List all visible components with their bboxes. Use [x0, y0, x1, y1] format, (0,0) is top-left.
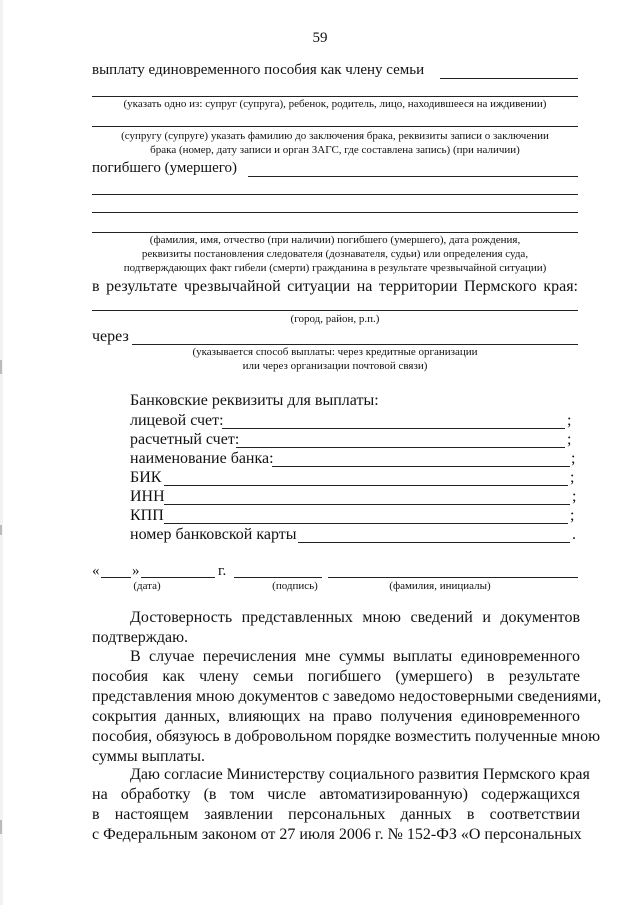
- paragraph-line: представления мною документов с заведомо недостоверными сведениями,: [92, 688, 602, 705]
- bank-field-end: ;: [570, 507, 575, 524]
- method-caption-2: или через организации почтовой связи): [242, 360, 428, 372]
- bank-field-label: расчетный счет:: [130, 431, 240, 448]
- deceased-field-line: [248, 176, 578, 177]
- bik-field-line: [164, 485, 568, 486]
- signature-field-line: [234, 577, 322, 578]
- scan-mark: [0, 525, 2, 535]
- scan-mark: [0, 820, 2, 834]
- date-close-quote: »: [132, 563, 140, 579]
- deceased-caption-1: (фамилия, имя, отчество (при наличии) погибшего (умершего), дата рождения,: [149, 234, 521, 246]
- deceased-caption-3: подтверждающих факт гибели (смерти) гражданина в результате чрезвычайной ситуации): [123, 262, 547, 274]
- kpp-field-line: [164, 523, 568, 524]
- bank-heading: Банковские реквизиты для выплаты:: [130, 392, 379, 409]
- paragraph-line: пособия, обязуюсь в добровольном порядке возместить полученные мною: [92, 728, 601, 745]
- page-number: 59: [312, 30, 328, 46]
- bank-field-label: наименование банка:: [130, 450, 274, 467]
- deceased-label: погибшего (умершего): [92, 160, 238, 176]
- deceased-line-4: [92, 232, 578, 233]
- bank-field-label: БИК: [130, 469, 162, 486]
- method-caption-1: (указывается способ выплаты: через кредитные организации: [192, 346, 478, 358]
- scan-mark: [0, 360, 2, 374]
- year-suffix: г.: [218, 563, 227, 579]
- city-line: [92, 310, 578, 311]
- signature-caption: (подпись): [272, 580, 318, 592]
- relation-line: [92, 96, 578, 97]
- spouse-caption-1: (супругу (супруге) указать фамилию до заключения брака, реквизиты записи о заключении: [121, 130, 549, 142]
- date-caption: (дата): [133, 580, 161, 592]
- paragraph-line: суммы выплаты.: [92, 748, 205, 765]
- month-field-line: [141, 577, 215, 578]
- paragraph-line: на обработку (в том числе автоматизированную) содержащихся: [92, 786, 580, 803]
- bank-field-end: ;: [571, 450, 576, 467]
- bank-field-label: лицевой счет:: [130, 412, 224, 429]
- bank-field-label: КПП: [130, 507, 164, 524]
- paragraph-line: подтверждаю.: [92, 629, 189, 646]
- paragraph-line: Даю согласие Министерству социального развития Пермского края: [130, 766, 590, 783]
- bank-field-end: ;: [567, 431, 572, 448]
- paragraph-line: с Федеральным законом от 27 июля 2006 г. № 152-ФЗ «О персональных: [92, 826, 582, 843]
- card-number-field-line: [298, 542, 570, 543]
- paragraph-line: в настоящем заявлении персональных данных в соответствии: [92, 806, 580, 823]
- method-field-line: [132, 344, 578, 345]
- relation-field-line: [440, 78, 578, 79]
- bank-field-end: ;: [572, 488, 577, 505]
- paragraph-line: пособия как члену семьи погибшего (умершего) в результате: [92, 668, 580, 685]
- bank-name-field-line: [272, 466, 570, 467]
- date-open-quote: «: [92, 563, 100, 579]
- full-name-field-line: [328, 577, 578, 578]
- deceased-caption-2: реквизиты постановления следователя (дознавателя, судьи) или определения суда,: [141, 248, 529, 260]
- deceased-line-2: [92, 194, 578, 195]
- bank-field-label: ИНН: [130, 488, 165, 505]
- bank-field-end: ;: [567, 412, 572, 429]
- paragraph-line: сокрытия данных, влияющих на право получения единовременного: [92, 708, 580, 725]
- spouse-caption-2: брака (номер, дату записи и орган ЗАГС, где составлена запись) (при наличии): [150, 144, 520, 156]
- settlement-account-field-line: [236, 447, 565, 448]
- name-caption: (фамилия, инициалы): [389, 580, 491, 592]
- spouse-line: [92, 126, 578, 127]
- bank-field-end: .: [572, 526, 576, 543]
- paragraph-line: В случае перечисления мне суммы выплаты единовременного: [130, 648, 580, 665]
- paragraph-line: Достоверность представленных мною сведений и документов: [130, 609, 580, 626]
- via-label: через: [92, 328, 129, 345]
- relation-caption: (указать одно из: супруг (супруга), ребенок, родитель, лицо, находившееся на иждивении): [123, 98, 547, 110]
- day-field-line: [101, 577, 131, 578]
- scan-edge: [0, 0, 3, 905]
- inn-field-line: [164, 504, 570, 505]
- bank-field-end: ;: [570, 469, 575, 486]
- account-field-line: [222, 428, 565, 429]
- payment-member-text: выплату единовременного пособия как члену семьи: [92, 62, 425, 78]
- bank-field-label: номер банковской карты: [130, 526, 297, 543]
- emergency-text: в результате чрезвычайной ситуации на территории Пермского края:: [92, 278, 578, 295]
- deceased-line-3: [92, 212, 578, 213]
- city-caption: (город, район, р.п.): [290, 313, 380, 325]
